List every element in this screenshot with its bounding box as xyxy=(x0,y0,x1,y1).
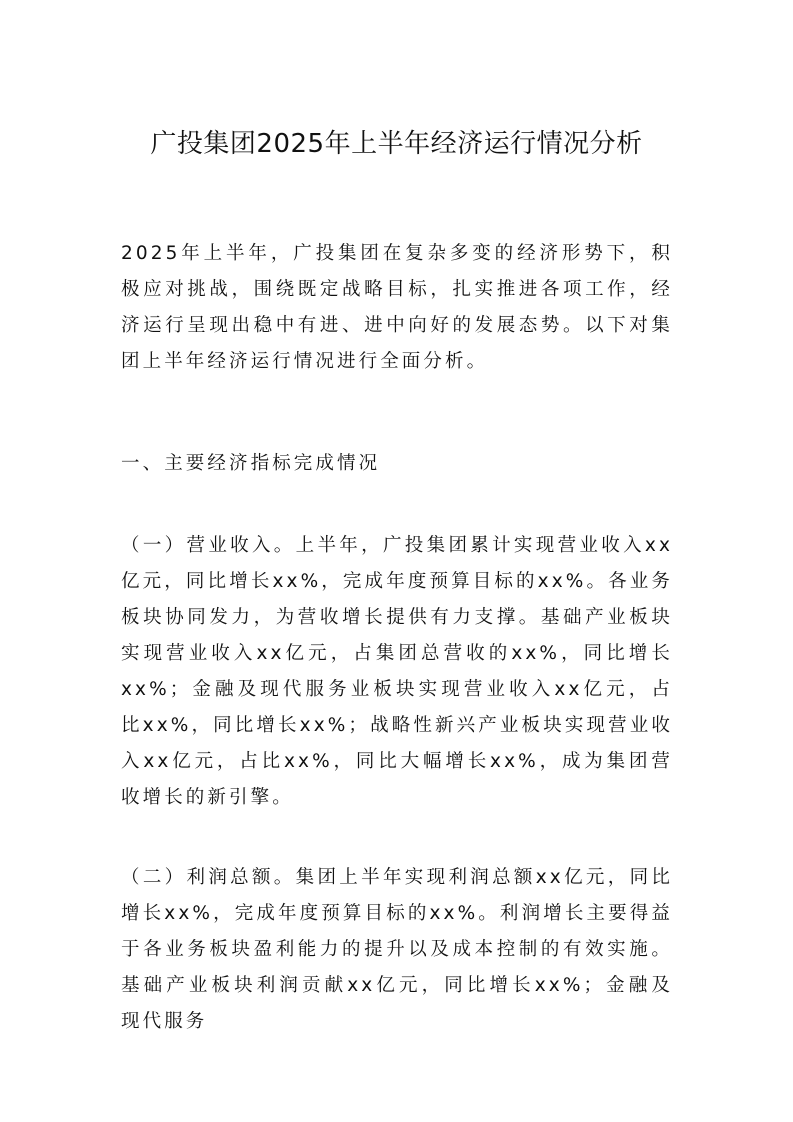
section-heading-main-indicators: 一、主要经济指标完成情况 xyxy=(121,453,381,474)
document-title: 广投集团2025年上半年经济运行情况分析 xyxy=(150,129,643,159)
intro-paragraph: 2025年上半年，广投集团在复杂多变的经济形势下，积极应对挑战，围绕既定战略目标，扎实推进各项工作，经济运行呈现出稳中有进、进中向好的发展态势。以下对集团上半年经济运行情况进行全面分析。 xyxy=(121,243,673,372)
revenue-paragraph: （一）营业收入。上半年，广投集团累计实现营业收入xx亿元，同比增长xx%，完成年度预算目标的xx%。各业务板块协同发力，为营收增长提供有力支撑。基础产业板块实现营业收入xx亿元，占集团总营收的xx%，同比增长xx%；金融及现代服务业板块实现营业收入xx亿元，占比xx%，同比增长xx%；战略性新兴产业板块实现营业收入xx亿元，占比xx%，同比大幅增长xx%，成为集团营收增长的新引擎。 xyxy=(121,535,673,808)
profit-paragraph: （二）利润总额。集团上半年实现利润总额xx亿元，同比增长xx%，完成年度预算目标的xx%。利润增长主要得益于各业务板块盈利能力的提升以及成本控制的有效实施。基础产业板块利润贡献xx亿元，同比增长xx%；金融及现代服务 xyxy=(121,867,673,1032)
